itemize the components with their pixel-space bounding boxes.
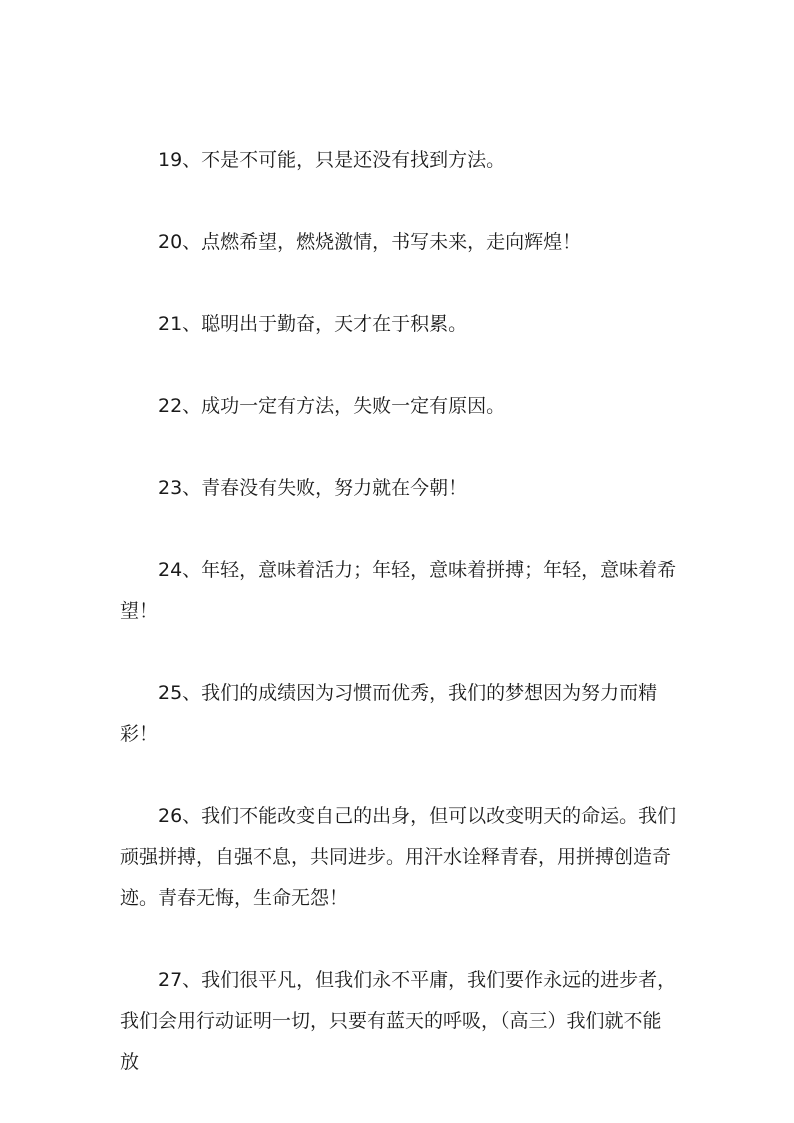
paragraph-spacer <box>120 345 680 386</box>
paragraph-22: 22、成功一定有方法，失败一定有原因。 <box>158 395 506 417</box>
paragraph-19: 19、不是不可能，只是还没有找到方法。 <box>158 149 506 171</box>
paragraph-spacer <box>120 755 680 796</box>
paragraph-26: 26、我们不能改变自己的出身，但可以改变明天的命运。我们顽强拼搏，自强不息，共同进步。用汗水诠释青春，用拼搏创造奇迹。青春无悔，生命无怨！ <box>120 805 677 909</box>
paragraph-spacer <box>120 427 680 468</box>
paragraph-27: 27、我们很平凡，但我们永不平庸，我们要作永远的进步者，我们会用行动证明一切，只要有蓝天的呼吸，（高三）我们就不能放 <box>120 969 677 1073</box>
paragraph-spacer <box>120 181 680 222</box>
paragraph-21: 21、聪明出于勤奋，天才在于积累。 <box>158 313 468 335</box>
paragraph-spacer <box>120 263 680 304</box>
paragraph-25: 25、我们的成绩因为习惯而优秀，我们的梦想因为努力而精彩！ <box>120 682 658 745</box>
document-body <box>120 140 680 1083</box>
paragraph-24: 24、年轻，意味着活力；年轻，意味着拼搏；年轻，意味着希望！ <box>120 559 677 622</box>
paragraph-spacer <box>120 919 680 960</box>
paragraph-23: 23、青春没有失败，努力就在今朝！ <box>158 477 468 499</box>
paragraph-20: 20、点燃希望，燃烧激情，书写未来，走向辉煌！ <box>158 231 582 253</box>
paragraph-spacer <box>120 632 680 673</box>
paragraph-spacer <box>120 509 680 550</box>
